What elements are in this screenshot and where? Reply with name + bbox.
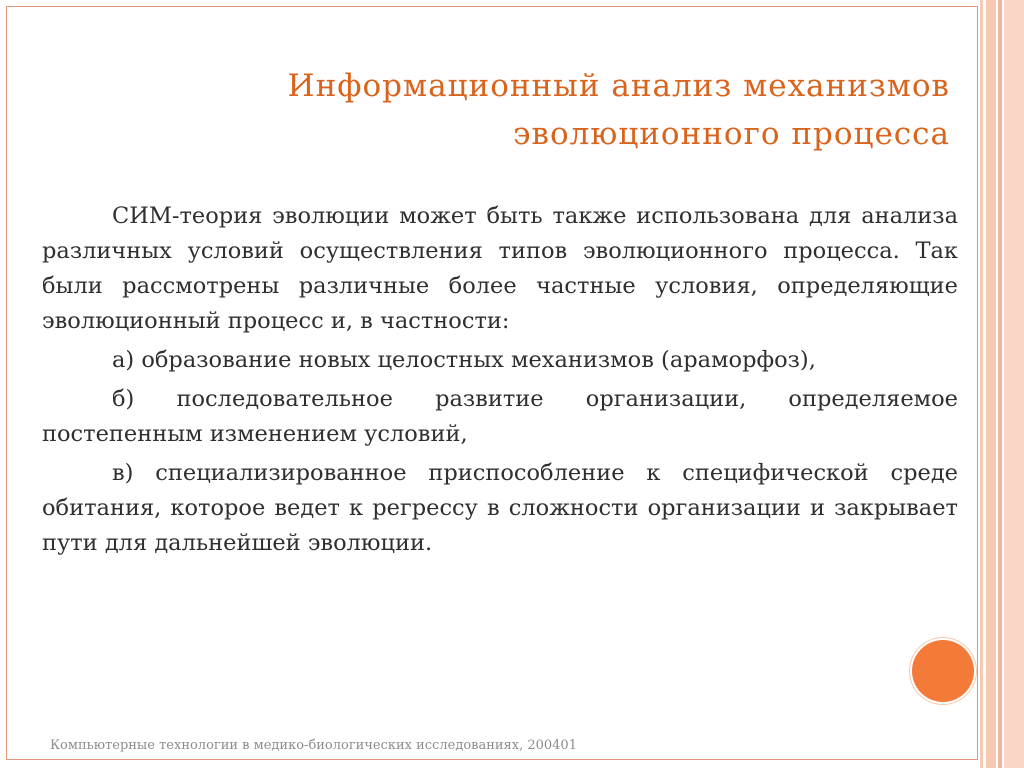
decorative-stripes bbox=[980, 0, 1024, 768]
paragraph-item-c: в) специализированное приспособление к специфической среде обитания, которое ведет к регрессу в сложности организации и закрывает пути для дальнейшей эволюции. bbox=[42, 460, 958, 556]
paragraph-item-b: б) последовательное развитие организации, определяемое постепенным изменением условий, bbox=[42, 386, 958, 447]
stripe bbox=[980, 0, 983, 768]
decorative-circle bbox=[912, 640, 974, 702]
slide-footer: Компьютерные технологии в медико-биологических исследованиях, 200401 bbox=[50, 738, 577, 753]
title-line-1: Информационный анализ механизмов bbox=[287, 68, 950, 104]
paragraph-item-a: а) образование новых целостных механизмов (араморфоз), bbox=[112, 347, 816, 373]
stripe bbox=[986, 0, 996, 768]
title-line-2: эволюционного процесса bbox=[513, 116, 950, 152]
slide-body bbox=[42, 199, 958, 565]
stripe bbox=[998, 0, 1002, 768]
stripe bbox=[1004, 0, 1024, 768]
slide-title bbox=[60, 62, 950, 158]
paragraph-intro: СИМ-теория эволюции может быть также использована для анализа различных условий осуществления типов эволюционного процесса. Так были рассмотрены различные более частные условия, определяющие эволюционный процесс и, в частности: bbox=[42, 203, 958, 334]
